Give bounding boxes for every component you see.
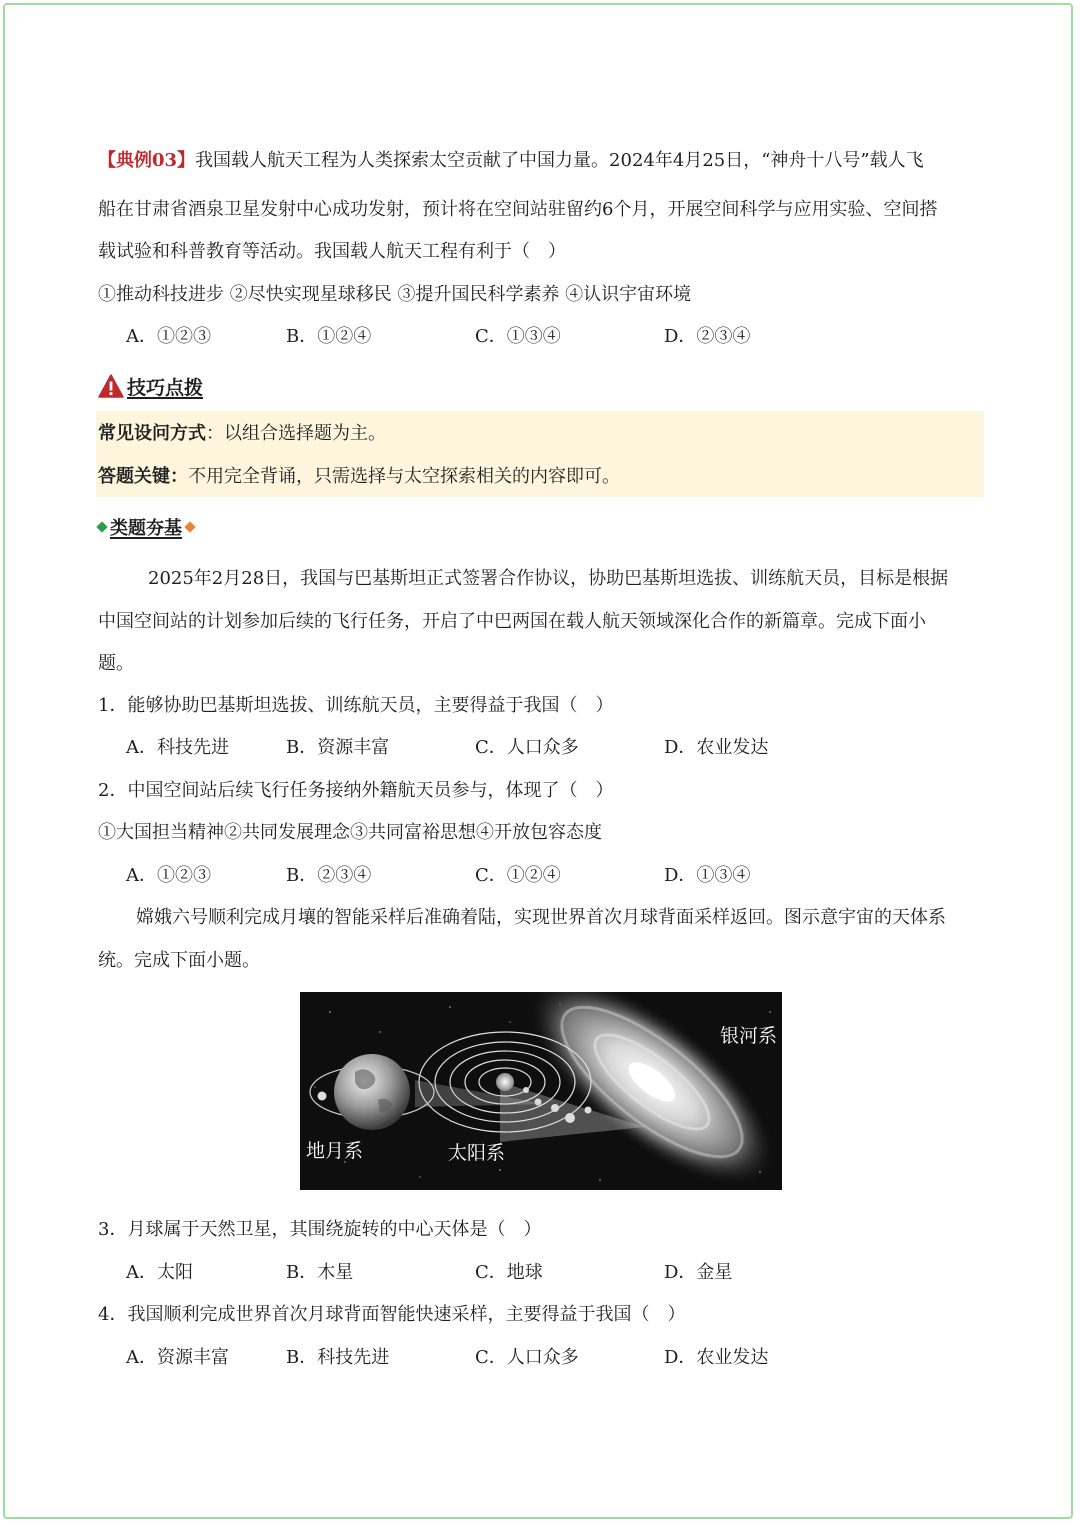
celestial-systems-figure — [300, 992, 782, 1190]
tips-title: 技巧点拨 — [127, 376, 204, 399]
q1-stem: 1．能够协助巴基斯坦选拔、训练航天员，主要得益于我国（ ） — [98, 695, 614, 716]
example-text-1: 我国载人航天工程为人类探索太空贡献了中国力量。2024年4月25日，“神舟十八号”载人飞 — [195, 150, 924, 171]
passage2-line-2: 统。完成下面小题。 — [98, 950, 260, 971]
example-statements: ①推动科技进步 ②尽快实现星球移民 ③提升国民科学素养 ④认识宇宙环境 — [98, 284, 692, 305]
option-d: D．农业发达 — [664, 737, 769, 758]
q4-stem: 4．我国顺利完成世界首次月球背面智能快速采样，主要得益于我国（ ） — [98, 1304, 686, 1325]
example-line-3: 载试验和科普教育等活动。我国载人航天工程有利于（ ） — [98, 241, 566, 262]
warning-icon — [98, 374, 124, 398]
solar-system-label: 太阳系 — [448, 1142, 506, 1164]
q3-options — [98, 1258, 988, 1284]
section-title: 类题夯基 — [110, 518, 182, 539]
option-c: C．①③④ — [475, 326, 561, 347]
option-b: B．①②④ — [286, 326, 372, 347]
q4-options — [98, 1343, 988, 1369]
option-b: B．资源丰富 — [286, 737, 390, 758]
q2-options — [98, 861, 988, 887]
tips-heading — [98, 372, 203, 400]
option-c: C．①②④ — [475, 865, 561, 886]
q2-stem: 2．中国空间站后续飞行任务接纳外籍航天员参与，体现了（ ） — [98, 780, 614, 801]
tips-row-2 — [98, 462, 620, 488]
tips-row-1-label: 常见设问方式 — [98, 423, 206, 444]
sun — [496, 1073, 514, 1091]
diamond-left-icon — [96, 521, 107, 532]
option-d: D．农业发达 — [664, 1347, 769, 1368]
moon — [318, 1092, 327, 1101]
tips-box — [96, 411, 984, 497]
option-a: A．科技先进 — [126, 737, 229, 758]
galaxy-label: 银河系 — [720, 1025, 778, 1047]
option-a: A．①②③ — [126, 865, 211, 886]
option-a: A．资源丰富 — [126, 1347, 229, 1368]
example-options — [98, 322, 988, 348]
diamond-right-icon — [184, 521, 195, 532]
example-line-1 — [98, 146, 924, 172]
passage2-line-1: 嫦娥六号顺利完成月壤的智能采样后准确着陆，实现世界首次月球背面采样返回。图示意宇宙的天体系 — [136, 907, 946, 928]
passage1-line-1: 2025年2月28日，我国与巴基斯坦正式签署合作协议，协助巴基斯坦选拔、训练航天员，目标是根据 — [148, 568, 949, 589]
passage1-line-3: 题。 — [98, 653, 134, 674]
option-b: B．②③④ — [286, 865, 372, 886]
option-d: D．金星 — [664, 1262, 733, 1283]
page-border — [3, 3, 1073, 1519]
earth-moon-label: 地月系 — [306, 1140, 364, 1162]
option-b: B．科技先进 — [286, 1347, 390, 1368]
earth — [334, 1054, 410, 1130]
option-c: C．地球 — [475, 1262, 543, 1283]
example-tag: 【典例03】 — [98, 150, 196, 171]
tips-row-2-text: 不用完全背诵，只需选择与太空探索相关的内容即可。 — [188, 466, 620, 487]
option-c: C．人口众多 — [475, 737, 579, 758]
example-line-2: 船在甘肃省酒泉卫星发射中心成功发射，预计将在空间站驻留约6个月，开展空间科学与应用实验、空间搭 — [98, 199, 938, 220]
tips-row-1-text: ：以组合选择题为主。 — [206, 423, 386, 444]
tips-row-1 — [98, 419, 386, 445]
option-d: D．①③④ — [664, 865, 751, 886]
option-a: A．太阳 — [126, 1262, 193, 1283]
section-heading — [98, 514, 194, 540]
tips-row-2-label: 答题关键： — [98, 466, 188, 487]
option-d: D．②③④ — [664, 326, 751, 347]
option-a: A．①②③ — [126, 326, 211, 347]
q3-stem: 3．月球属于天然卫星，其围绕旋转的中心天体是（ ） — [98, 1219, 542, 1240]
q1-options — [98, 733, 988, 759]
option-c: C．人口众多 — [475, 1347, 579, 1368]
q2-statements: ①大国担当精神②共同发展理念③共同富裕思想④开放包容态度 — [98, 822, 602, 843]
option-b: B．木星 — [286, 1262, 354, 1283]
passage1-line-2: 中国空间站的计划参加后续的飞行任务，开启了中巴两国在载人航天领域深化合作的新篇章。完成下面小 — [98, 611, 926, 632]
